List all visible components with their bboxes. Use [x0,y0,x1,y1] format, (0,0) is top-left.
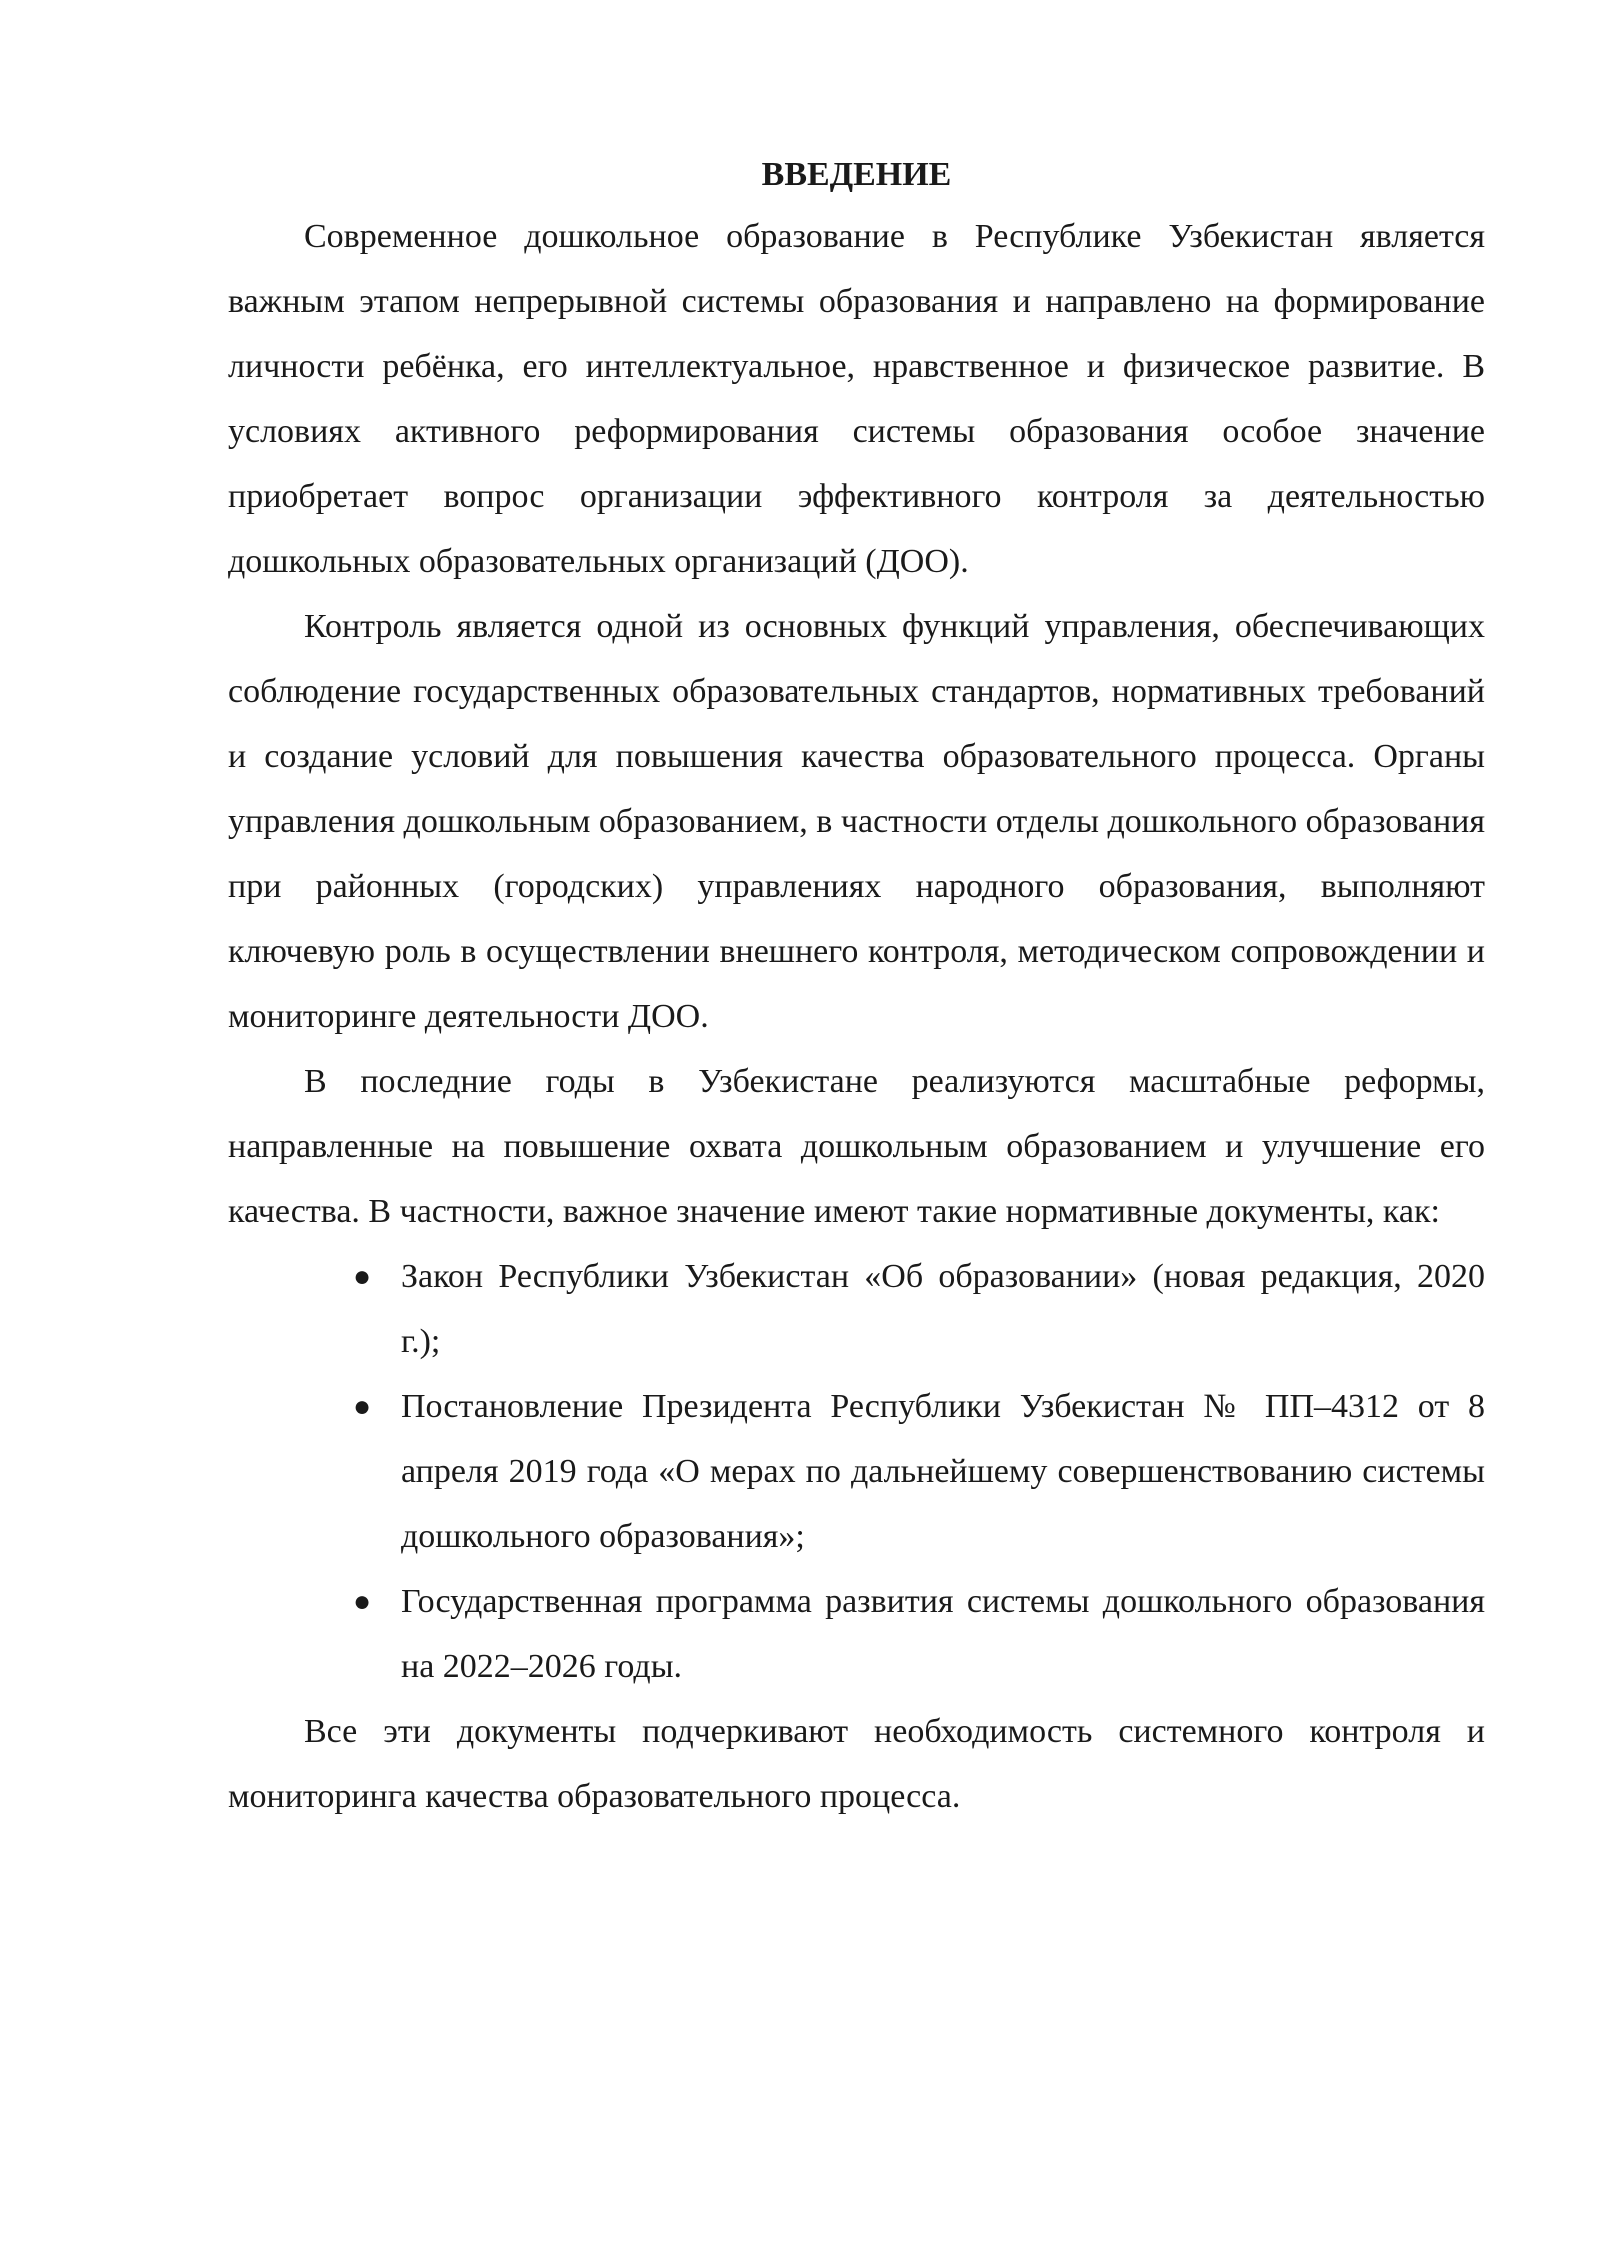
intro-paragraph-3: В последние годы в Узбекистане реализуются масштабные реформы, направленные на повышение охвата дошкольным образованием и улучшение его качества. В частности, важное значение имеют такие нормативные документы, как: [228,1063,1485,1230]
closing-paragraph: Все эти документы подчеркивают необходимость системного контроля и мониторинга качества образовательного процесса. [228,1713,1485,1815]
list-item [353,1374,1485,1569]
list-item [353,1569,1485,1699]
list-item-text: Государственная программа развития системы дошкольного образования на 2022–2026 годы. [401,1583,1485,1685]
normative-documents-list [228,1244,1485,1699]
intro-paragraph-2: Контроль является одной из основных функций управления, обеспечивающих соблюдение государственных образовательных стандартов, нормативных требований и создание условий для повышения качества образовательного процесса. Органы управления дошкольным образованием, в частности отделы дошкольного образования при районных (городских) управлениях народного образования, выполняют ключевую роль в осуществлении внешнего контроля, методическом сопровождении и мониторинге деятельности ДОО. [228,608,1485,1035]
intro-paragraph-1: Современное дошкольное образование в Республике Узбекистан является важным этапом непрерывной системы образования и направлено на формирование личности ребёнка, его интеллектуальное, нравственное и физическое развитие. В условиях активного реформирования системы образования особое значение приобретает вопрос организации эффективного контроля за деятельностью дошкольных образовательных организаций (ДОО). [228,218,1485,580]
bullet-icon: ● [353,1585,372,1618]
list-item [353,1244,1485,1374]
document-title: ВВЕДЕНИЕ [761,156,952,193]
bullet-icon: ● [353,1260,372,1293]
bullet-icon: ● [353,1390,372,1423]
list-item-text: Постановление Президента Республики Узбекистан № ПП–4312 от 8 апреля 2019 года «О мерах по дальнейшему совершенствованию системы дошкольного образования»; [401,1388,1485,1555]
document-page [228,146,1485,1829]
list-item-text: Закон Республики Узбекистан «Об образовании» (новая редакция, 2020 г.); [401,1258,1485,1360]
